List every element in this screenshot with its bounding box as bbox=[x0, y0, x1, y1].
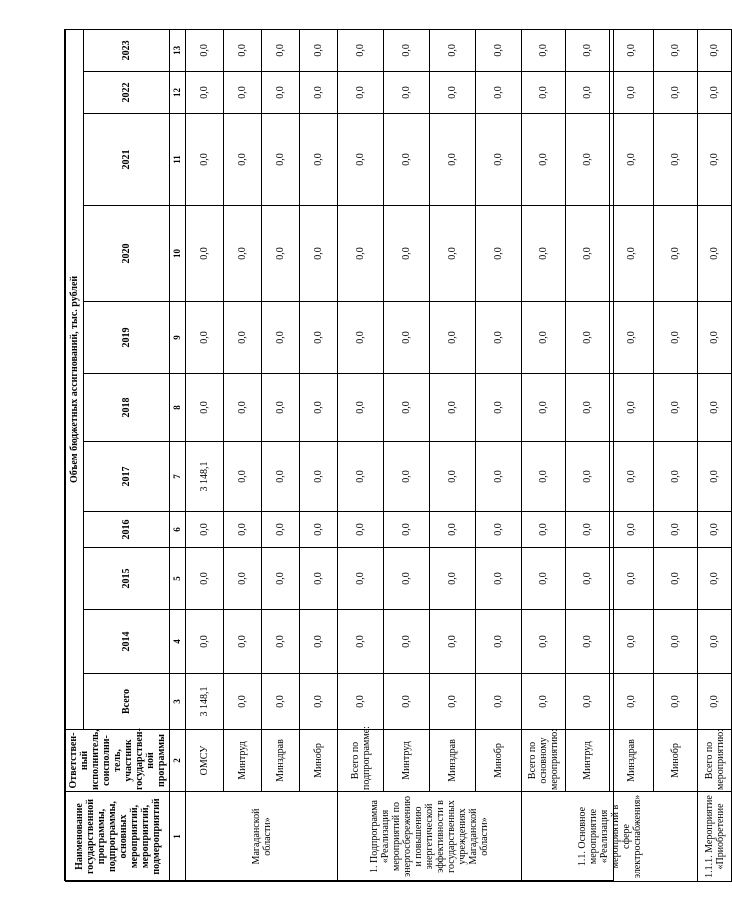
value-cell: 0,0 bbox=[384, 374, 430, 442]
value-cell: 0,0 bbox=[338, 610, 384, 674]
table-row bbox=[384, 29, 430, 881]
value-cell: 0,0 bbox=[430, 674, 476, 730]
value-cell: 0,0 bbox=[476, 674, 522, 730]
value-cell: 0,0 bbox=[384, 114, 430, 206]
value-cell: 0,0 bbox=[610, 72, 654, 114]
value-cell: 0,0 bbox=[262, 206, 300, 302]
value-cell: 0,0 bbox=[384, 302, 430, 374]
value-cell: 0,0 bbox=[262, 512, 300, 548]
value-cell: 0,0 bbox=[476, 29, 522, 71]
column-number: 9 bbox=[170, 302, 186, 374]
value-cell: 0,0 bbox=[522, 374, 566, 442]
executor-cell: Всего по основному мероприятию: bbox=[522, 730, 566, 792]
header-year: 2018 bbox=[84, 374, 170, 442]
value-cell: 0,0 bbox=[610, 29, 654, 71]
value-cell: 0,0 bbox=[566, 72, 610, 114]
value-cell: 0,0 bbox=[476, 442, 522, 512]
value-cell: 0,0 bbox=[698, 442, 732, 512]
value-cell: 0,0 bbox=[262, 302, 300, 374]
value-cell: 0,0 bbox=[476, 114, 522, 206]
value-cell: 0,0 bbox=[522, 114, 566, 206]
header-year: 2020 bbox=[84, 206, 170, 302]
value-cell: 0,0 bbox=[698, 72, 732, 114]
value-cell: 0,0 bbox=[522, 442, 566, 512]
value-cell: 0,0 bbox=[610, 548, 654, 610]
value-cell: 0,0 bbox=[654, 610, 698, 674]
value-cell: 0,0 bbox=[262, 548, 300, 610]
executor-cell: Минздрав bbox=[262, 730, 300, 792]
header-volume: Объем бюджетных ассигнований, тыс. рублей bbox=[66, 29, 84, 729]
executor-cell: Всего по подпрограмме: bbox=[338, 730, 384, 792]
value-cell: 0,0 bbox=[186, 302, 224, 374]
header-total: Всего bbox=[84, 674, 170, 730]
value-cell: 0,0 bbox=[300, 674, 338, 730]
header-year: 2014 bbox=[84, 610, 170, 674]
value-cell: 0,0 bbox=[300, 442, 338, 512]
header-year: 2016 bbox=[84, 512, 170, 548]
value-cell: 0,0 bbox=[610, 206, 654, 302]
value-cell: 0,0 bbox=[522, 206, 566, 302]
value-cell: 0,0 bbox=[186, 206, 224, 302]
column-number: 2 bbox=[170, 730, 186, 792]
column-number: 8 bbox=[170, 374, 186, 442]
value-cell: 0,0 bbox=[300, 512, 338, 548]
value-cell: 0,0 bbox=[698, 114, 732, 206]
column-number: 13 bbox=[170, 29, 186, 71]
value-cell: 0,0 bbox=[224, 29, 262, 71]
value-cell: 0,0 bbox=[566, 374, 610, 442]
executor-cell: Минобр bbox=[654, 730, 698, 792]
value-cell: 0,0 bbox=[384, 442, 430, 512]
value-cell: 0,0 bbox=[224, 206, 262, 302]
value-cell: 0,0 bbox=[430, 206, 476, 302]
value-cell: 0,0 bbox=[300, 29, 338, 71]
executor-cell: Минобр bbox=[300, 730, 338, 792]
value-cell: 0,0 bbox=[224, 114, 262, 206]
value-cell: 0,0 bbox=[610, 114, 654, 206]
value-cell: 0,0 bbox=[224, 442, 262, 512]
value-cell: 0,0 bbox=[300, 206, 338, 302]
table-row bbox=[338, 29, 384, 881]
value-cell: 3 148,1 bbox=[186, 674, 224, 730]
value-cell: 0,0 bbox=[430, 302, 476, 374]
value-cell: 0,0 bbox=[566, 29, 610, 71]
value-cell: 0,0 bbox=[300, 302, 338, 374]
value-cell: 0,0 bbox=[522, 674, 566, 730]
value-cell: 0,0 bbox=[476, 72, 522, 114]
header-year: 2023 bbox=[84, 29, 170, 71]
value-cell: 0,0 bbox=[566, 610, 610, 674]
value-cell: 0,0 bbox=[430, 512, 476, 548]
value-cell: 0,0 bbox=[300, 610, 338, 674]
value-cell: 0,0 bbox=[384, 206, 430, 302]
value-cell: 0,0 bbox=[338, 206, 384, 302]
group-name-cell: Магаданской области» bbox=[186, 792, 338, 882]
value-cell: 0,0 bbox=[698, 674, 732, 730]
value-cell: 0,0 bbox=[224, 374, 262, 442]
value-cell: 0,0 bbox=[566, 302, 610, 374]
value-cell: 0,0 bbox=[224, 674, 262, 730]
value-cell: 0,0 bbox=[186, 114, 224, 206]
value-cell: 0,0 bbox=[430, 72, 476, 114]
value-cell: 0,0 bbox=[476, 302, 522, 374]
value-cell: 0,0 bbox=[262, 442, 300, 512]
value-cell: 0,0 bbox=[610, 674, 654, 730]
table-row bbox=[654, 29, 698, 881]
column-number: 6 bbox=[170, 512, 186, 548]
value-cell: 0,0 bbox=[300, 114, 338, 206]
value-cell: 0,0 bbox=[384, 512, 430, 548]
value-cell: 0,0 bbox=[338, 674, 384, 730]
table-row bbox=[476, 29, 522, 881]
value-cell: 0,0 bbox=[430, 374, 476, 442]
header-year: 2015 bbox=[84, 548, 170, 610]
value-cell: 0,0 bbox=[610, 442, 654, 512]
value-cell: 0,0 bbox=[610, 512, 654, 548]
value-cell: 0,0 bbox=[262, 72, 300, 114]
value-cell: 0,0 bbox=[654, 206, 698, 302]
value-cell: 0,0 bbox=[186, 374, 224, 442]
value-cell: 0,0 bbox=[654, 72, 698, 114]
value-cell: 0,0 bbox=[262, 114, 300, 206]
executor-cell: Всего по мероприятию: bbox=[698, 730, 732, 792]
value-cell: 0,0 bbox=[522, 610, 566, 674]
executor-cell: Минздрав bbox=[610, 730, 654, 792]
value-cell: 0,0 bbox=[654, 302, 698, 374]
value-cell: 0,0 bbox=[698, 206, 732, 302]
value-cell: 0,0 bbox=[338, 114, 384, 206]
value-cell: 0,0 bbox=[430, 114, 476, 206]
value-cell: 0,0 bbox=[654, 114, 698, 206]
executor-cell: Минтруд bbox=[384, 730, 430, 792]
value-cell: 0,0 bbox=[186, 512, 224, 548]
value-cell: 0,0 bbox=[698, 548, 732, 610]
value-cell: 0,0 bbox=[522, 548, 566, 610]
table-row bbox=[430, 29, 476, 881]
value-cell: 3 148,1 bbox=[186, 442, 224, 512]
value-cell: 0,0 bbox=[476, 610, 522, 674]
value-cell: 0,0 bbox=[522, 302, 566, 374]
column-number: 10 bbox=[170, 206, 186, 302]
value-cell: 0,0 bbox=[338, 548, 384, 610]
value-cell: 0,0 bbox=[566, 442, 610, 512]
group-name-cell: 1.1. Основное мероприятие «Реализация мероприятий в сфере электроснабжения» bbox=[522, 792, 698, 882]
value-cell: 0,0 bbox=[522, 512, 566, 548]
budget-table bbox=[65, 29, 732, 882]
value-cell: 0,0 bbox=[300, 374, 338, 442]
value-cell: 0,0 bbox=[384, 674, 430, 730]
value-cell: 0,0 bbox=[698, 512, 732, 548]
value-cell: 0,0 bbox=[698, 29, 732, 71]
table-row bbox=[186, 29, 224, 881]
header-year: 2017 bbox=[84, 442, 170, 512]
value-cell: 0,0 bbox=[384, 610, 430, 674]
value-cell: 0,0 bbox=[224, 610, 262, 674]
group-name-cell: 1.1.1. Мероприятие «Приобретение bbox=[698, 792, 732, 882]
value-cell: 0,0 bbox=[654, 548, 698, 610]
column-number: 5 bbox=[170, 548, 186, 610]
value-cell: 0,0 bbox=[262, 674, 300, 730]
value-cell: 0,0 bbox=[610, 610, 654, 674]
table-row bbox=[224, 29, 262, 881]
value-cell: 0,0 bbox=[430, 610, 476, 674]
column-number: 12 bbox=[170, 72, 186, 114]
value-cell: 0,0 bbox=[224, 302, 262, 374]
value-cell: 0,0 bbox=[224, 512, 262, 548]
executor-cell: Минздрав bbox=[430, 730, 476, 792]
value-cell: 0,0 bbox=[476, 512, 522, 548]
value-cell: 0,0 bbox=[384, 72, 430, 114]
value-cell: 0,0 bbox=[338, 29, 384, 71]
value-cell: 0,0 bbox=[698, 610, 732, 674]
value-cell: 0,0 bbox=[384, 29, 430, 71]
table-row bbox=[610, 29, 654, 881]
value-cell: 0,0 bbox=[610, 302, 654, 374]
table-row bbox=[566, 29, 610, 881]
value-cell: 0,0 bbox=[522, 29, 566, 71]
value-cell: 0,0 bbox=[300, 72, 338, 114]
header-year: 2019 bbox=[84, 302, 170, 374]
rotated-content bbox=[65, 30, 726, 882]
column-number: 1 bbox=[170, 792, 186, 882]
value-cell: 0,0 bbox=[654, 374, 698, 442]
value-cell: 0,0 bbox=[186, 548, 224, 610]
value-cell: 0,0 bbox=[698, 302, 732, 374]
header-executor: Ответствен-ный исполнитель, соисполни-тель, участник государствен-ной программы bbox=[66, 730, 170, 792]
column-number: 4 bbox=[170, 610, 186, 674]
header-name: Наименование государственной программы, подпрограммы, основных мероприятий, мероприятий, подмероприятий bbox=[66, 792, 170, 882]
table-row bbox=[300, 29, 338, 881]
header-year: 2022 bbox=[84, 72, 170, 114]
value-cell: 0,0 bbox=[300, 548, 338, 610]
value-cell: 0,0 bbox=[654, 29, 698, 71]
value-cell: 0,0 bbox=[698, 374, 732, 442]
value-cell: 0,0 bbox=[224, 72, 262, 114]
value-cell: 0,0 bbox=[654, 674, 698, 730]
value-cell: 0,0 bbox=[224, 548, 262, 610]
value-cell: 0,0 bbox=[186, 29, 224, 71]
value-cell: 0,0 bbox=[430, 548, 476, 610]
table-row bbox=[262, 29, 300, 881]
value-cell: 0,0 bbox=[338, 512, 384, 548]
value-cell: 0,0 bbox=[262, 610, 300, 674]
value-cell: 0,0 bbox=[522, 72, 566, 114]
column-number: 11 bbox=[170, 114, 186, 206]
value-cell: 0,0 bbox=[566, 674, 610, 730]
value-cell: 0,0 bbox=[476, 548, 522, 610]
value-cell: 0,0 bbox=[186, 72, 224, 114]
value-cell: 0,0 bbox=[566, 114, 610, 206]
value-cell: 0,0 bbox=[262, 29, 300, 71]
value-cell: 0,0 bbox=[654, 512, 698, 548]
value-cell: 0,0 bbox=[430, 29, 476, 71]
value-cell: 0,0 bbox=[654, 442, 698, 512]
executor-cell: Минтруд bbox=[566, 730, 610, 792]
header-year: 2021 bbox=[84, 114, 170, 206]
column-number: 3 bbox=[170, 674, 186, 730]
value-cell: 0,0 bbox=[476, 374, 522, 442]
executor-cell: Минобр bbox=[476, 730, 522, 792]
value-cell: 0,0 bbox=[566, 512, 610, 548]
value-cell: 0,0 bbox=[338, 72, 384, 114]
executor-cell: ОМСУ bbox=[186, 730, 224, 792]
value-cell: 0,0 bbox=[384, 548, 430, 610]
value-cell: 0,0 bbox=[610, 374, 654, 442]
value-cell: 0,0 bbox=[338, 442, 384, 512]
value-cell: 0,0 bbox=[476, 206, 522, 302]
value-cell: 0,0 bbox=[338, 302, 384, 374]
table-row bbox=[522, 29, 566, 881]
executor-cell: Минтруд bbox=[224, 730, 262, 792]
value-cell: 0,0 bbox=[566, 206, 610, 302]
value-cell: 0,0 bbox=[338, 374, 384, 442]
group-name-cell: 1. Подпрограмма «Реализация мероприятий по энергосбережению и повышению энергетической эффективности в государственных учреждениях Магаданской области» bbox=[338, 792, 522, 882]
value-cell: 0,0 bbox=[430, 442, 476, 512]
value-cell: 0,0 bbox=[186, 610, 224, 674]
table-row bbox=[698, 29, 732, 881]
column-number: 7 bbox=[170, 442, 186, 512]
value-cell: 0,0 bbox=[262, 374, 300, 442]
rotated-page bbox=[64, 29, 726, 881]
value-cell: 0,0 bbox=[566, 548, 610, 610]
